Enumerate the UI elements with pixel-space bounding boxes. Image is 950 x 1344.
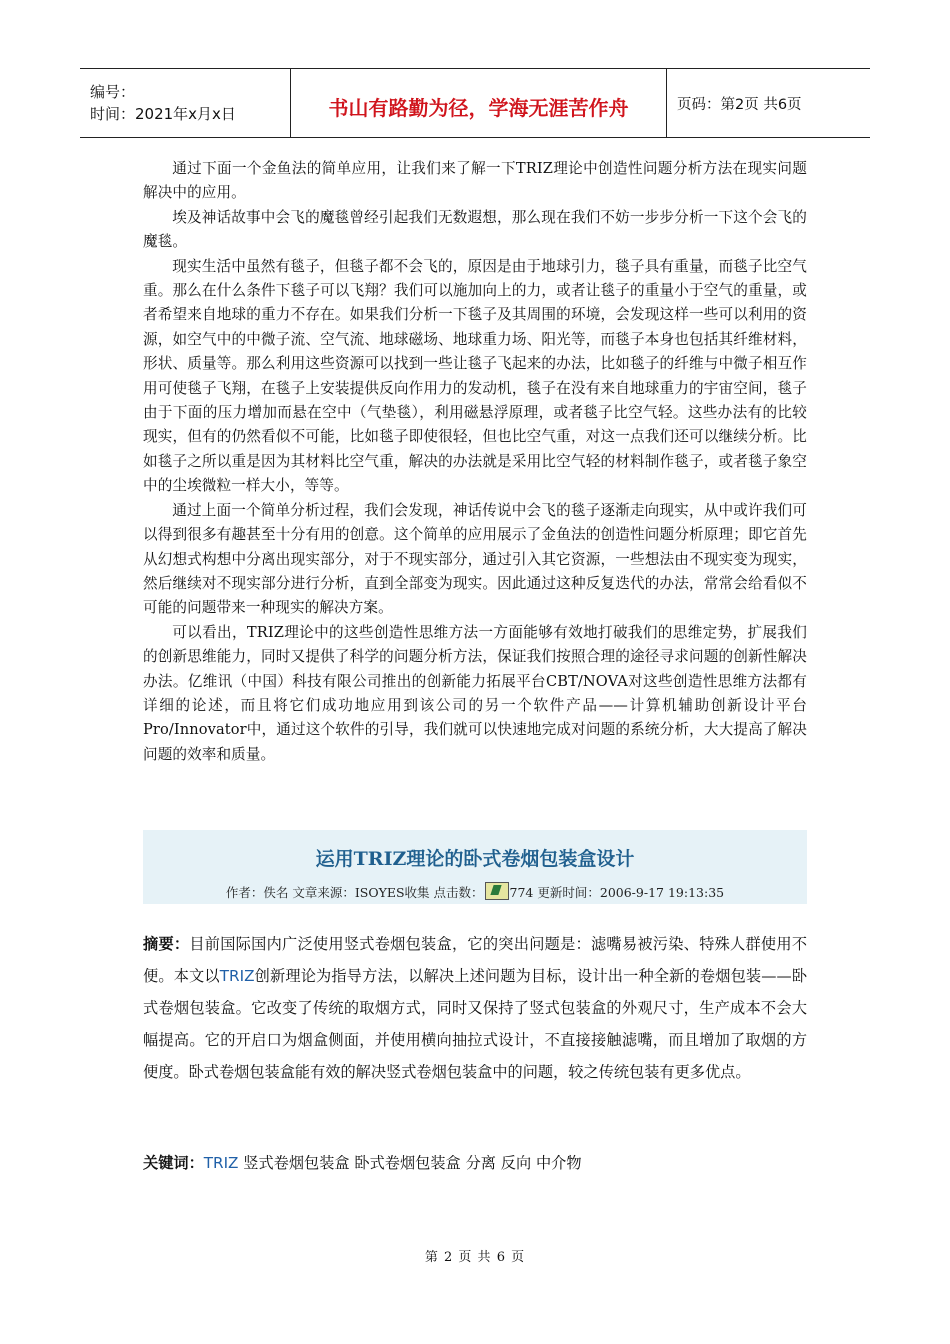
article-meta-prefix: 作者：佚名 文章来源：ISOYES收集 点击数：: [225, 885, 484, 900]
article-meta: [143, 882, 807, 901]
document-number-label: 编号：: [90, 83, 136, 101]
article-title: 运用TRIZ理论的卧式卷烟包装盒设计: [315, 848, 635, 870]
paragraph: 埃及神话故事中会飞的魔毯曾经引起我们无数遐想，那么现在我们不妨一步步分析一下这个会飞的魔毯。: [143, 208, 807, 251]
keywords: [143, 1150, 807, 1176]
keywords-triz-term: TRIZ: [203, 1154, 239, 1172]
header-info-cell: [80, 69, 291, 137]
article-header-box: [143, 830, 807, 904]
body-text: [143, 157, 807, 767]
paragraph: 通过下面一个金鱼法的简单应用，让我们来了解一下TRIZ理论中创造性问题分析方法在现实问题解决中的应用。: [143, 160, 807, 202]
keywords-list: 竖式卷烟包装盒 卧式卷烟包装盒 分离 反向 中介物: [238, 1154, 582, 1172]
article-meta-suffix: 774 更新时间：2006-9-17 19:13:35: [509, 885, 725, 900]
hit-counter-icon: [485, 882, 509, 900]
keywords-label: 关键词：: [143, 1154, 204, 1172]
abstract-text-part2: 创新理论为指导方法，以解决上述问题为目标，设计出一种全新的卷烟包装——卧式卷烟包装盒。它改变了传统的取烟方式，同时又保持了竖式包装盒的外观尺寸，生产成本不会大幅提高。它的开启口为烟盒侧面，并使用横向抽拉式设计，不直接接触滤嘴，而且增加了取烟的方便度。卧式卷烟包装盒能有效的解决竖式卷烟包装盒中的问题，较之传统包装有更多优点。: [143, 967, 808, 1081]
document-time-label: 时间：2021年x月x日: [90, 105, 236, 123]
paragraph: 通过上面一个简单分析过程，我们会发现，神话传说中会飞的毯子逐渐走向现实，从中或许我们可以得到很多有趣甚至十分有用的创意。这个简单的应用展示了金鱼法的创造性问题分析原理；即它首先从幻想式构想中分离出现实部分，对于不现实部分，通过引入其它资源，一些想法由不现实变为现实，然后继续对不现实部分进行分析，直到全部变为现实。因此通过这种反复迭代的办法，常常会给看似不可能的问题带来一种现实的解决方案。: [143, 501, 807, 617]
header-table: [80, 68, 870, 138]
abstract-label: 摘要：: [143, 935, 190, 953]
header-motto: 书山有路勤为径，学海无涯苦作舟: [328, 95, 629, 120]
page-footer: 第 2 页 共 6 页: [424, 1250, 526, 1265]
abstract-text-part1: 目前国际国内广泛使用竖式卷烟包装盒，它的突出问题是：滤嘴易被污染、特殊人群使用不便。本文以: [143, 935, 807, 985]
abstract: [143, 928, 807, 1088]
header-page-label: 页码：第2页 共6页: [677, 96, 802, 113]
abstract-triz-term: TRIZ: [219, 967, 255, 985]
paragraph: 现实生活中虽然有毯子，但毯子都不会飞的，原因是由于地球引力，毯子具有重量，而毯子比空气重。那么在什么条件下毯子可以飞翔？我们可以施加向上的力，或者让毯子的重量小于空气的重量，或者希望来自地球的重力不存在。如果我们分析一下毯子及其周围的环境，会发现这样一些可以利用的资源，如空气中的中微子流、空气流、地球磁场、地球重力场、阳光等，而毯子本身也包括其纤维材料，形状、质量等。那么利用这些资源可以找到一些让毯子飞起来的办法，比如毯子的纤维与中微子相互作用可使毯子飞翔，在毯子上安装提供反向作用力的发动机，毯子在没有来自地球重力的宇宙空间，毯子由于下面的压力增加而悬在空中（气垫毯），利用磁悬浮原理，或者毯子比空气轻。这些办法有的比较现实，但有的仍然看似不可能，比如毯子即使很轻，但也比空气重，对这一点我们还可以继续分析。比如毯子之所以重是因为其材料比空气重，解决的办法就是采用比空气轻的材料制作毯子，或者毯子象空中的尘埃微粒一样大小，等等。: [143, 257, 807, 495]
paragraph: 可以看出，TRIZ理论中的这些创造性思维方法一方面能够有效地打破我们的思维定势，扩展我们的创新思维能力，同时又提供了科学的问题分析方法，保证我们按照合理的途径寻求问题的创新性解决办法。亿维讯（中国）科技有限公司推出的创新能力拓展平台CBT/NOVA对这些创造性思维方法都有详细的论述，而且将它们成功地应用到该公司的另一个软件产品——计算机辅助创新设计平台Pro/Innovator中，通过这个软件的引导，我们就可以快速地完成对问题的系统分析，大大提高了解决问题的效率和质量。: [143, 623, 807, 763]
header-motto-cell: [291, 69, 667, 137]
header-page-cell: [667, 69, 870, 137]
